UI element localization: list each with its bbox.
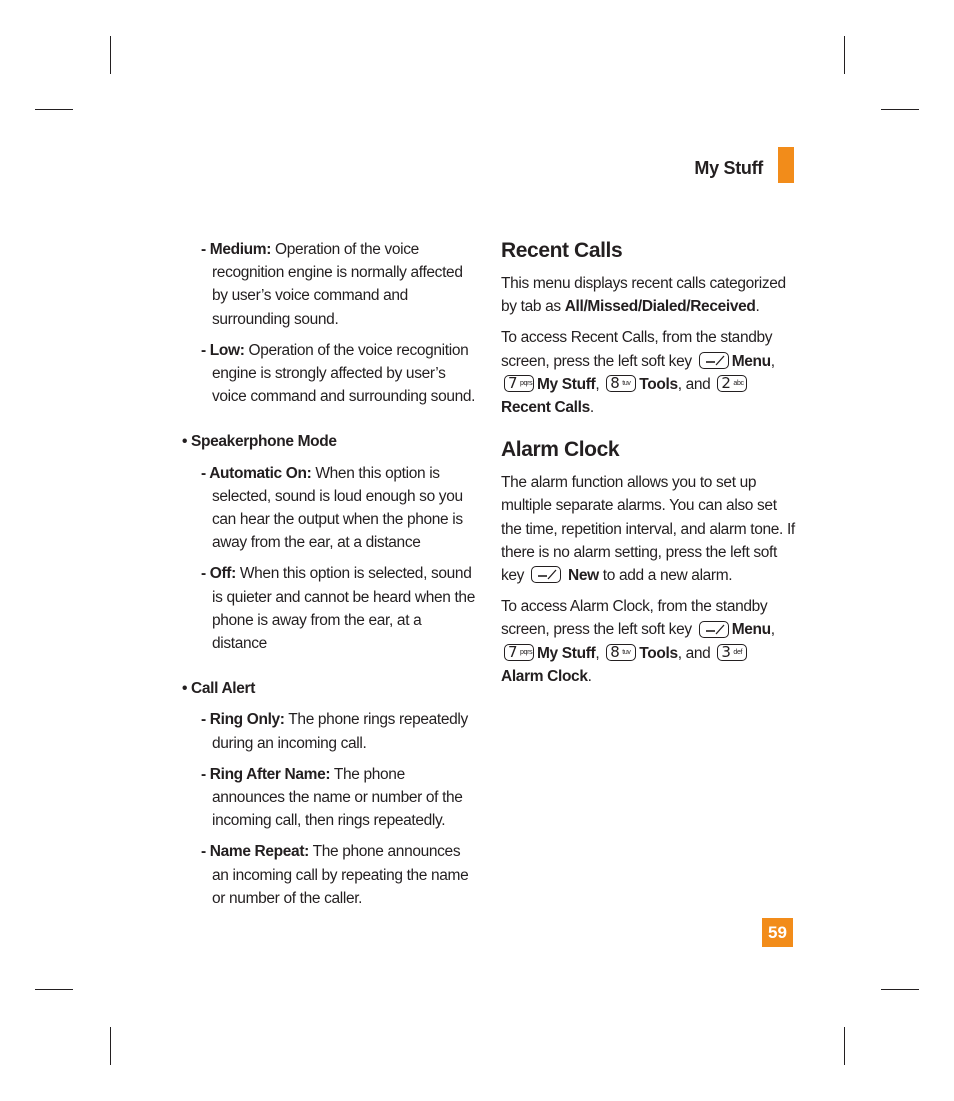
key-3-icon: 3 def	[717, 644, 747, 661]
key-8-icon: 8 tuv	[606, 375, 636, 392]
option-ring-after-name: - Ring After Name: The phone announces the name or number of the incoming call, then rings repeatedly.	[201, 765, 463, 830]
crop-mark	[110, 36, 111, 74]
left-column	[182, 238, 478, 918]
option-medium: - Medium: Operation of the voice recognition engine is normally affected by user’s voice command and surrounding sound.	[201, 241, 463, 328]
alarm-clock-heading: Alarm Clock	[501, 438, 620, 462]
option-ring-only: - Ring Only: The phone rings repeatedly during an incoming call.	[201, 711, 468, 752]
key-7-icon: 7 pqrs	[504, 375, 534, 392]
right-column	[501, 238, 796, 696]
crop-mark	[844, 36, 845, 74]
alarm-clock-description: The alarm function allows you to set up multiple separate alarms. You can also set the time, repetition interval, and alarm tone. If there is no alarm setting, press the left soft key New to add a new alarm.	[501, 474, 795, 585]
crop-mark	[881, 989, 919, 990]
page-number: 59	[762, 918, 793, 947]
option-low: - Low: Operation of the voice recognition engine is strongly affected by user’s voice command and surrounding sound.	[201, 341, 476, 406]
left-soft-key-icon	[699, 621, 729, 638]
section-tab-marker	[778, 147, 794, 183]
recent-calls-description: This menu displays recent calls categorized by tab as All/Missed/Dialed/Received.	[501, 275, 786, 316]
crop-mark	[35, 989, 73, 990]
speakerphone-mode-heading: • Speakerphone Mode	[182, 433, 337, 451]
option-off: - Off: When this option is selected, sound is quieter and cannot be heard when the phone is away from the ear, at a distance	[201, 565, 475, 653]
option-name-repeat: - Name Repeat: The phone announces an incoming call by repeating the name or number of the caller.	[201, 843, 469, 907]
section-header: My Stuff	[694, 158, 763, 178]
crop-mark	[110, 1027, 111, 1065]
key-2-icon: 2 abc	[717, 375, 747, 392]
left-soft-key-icon	[699, 352, 729, 369]
key-8-icon: 8 tuv	[606, 644, 636, 661]
crop-mark	[881, 109, 919, 110]
alarm-clock-access-steps: To access Alarm Clock, from the standby screen, press the left soft key Menu, 7 pqrs My Stuff, 8 tuv Tools, and 3 def Alarm Clock.	[501, 598, 775, 685]
key-7-icon: 7 pqrs	[504, 644, 534, 661]
option-automatic-on: - Automatic On: When this option is selected, sound is loud enough so you can hear the output when the phone is away from the ear, at a distance	[201, 464, 463, 552]
crop-mark	[844, 1027, 845, 1065]
left-soft-key-icon	[531, 566, 561, 583]
crop-mark	[35, 109, 73, 110]
recent-calls-heading: Recent Calls	[501, 239, 623, 262]
call-alert-heading: • Call Alert	[182, 680, 256, 698]
recent-calls-access-steps: To access Recent Calls, from the standby screen, press the left soft key Menu, 7 pqrs My Stuff, 8 tuv Tools, and 2 abc Recent Calls.	[501, 329, 775, 417]
